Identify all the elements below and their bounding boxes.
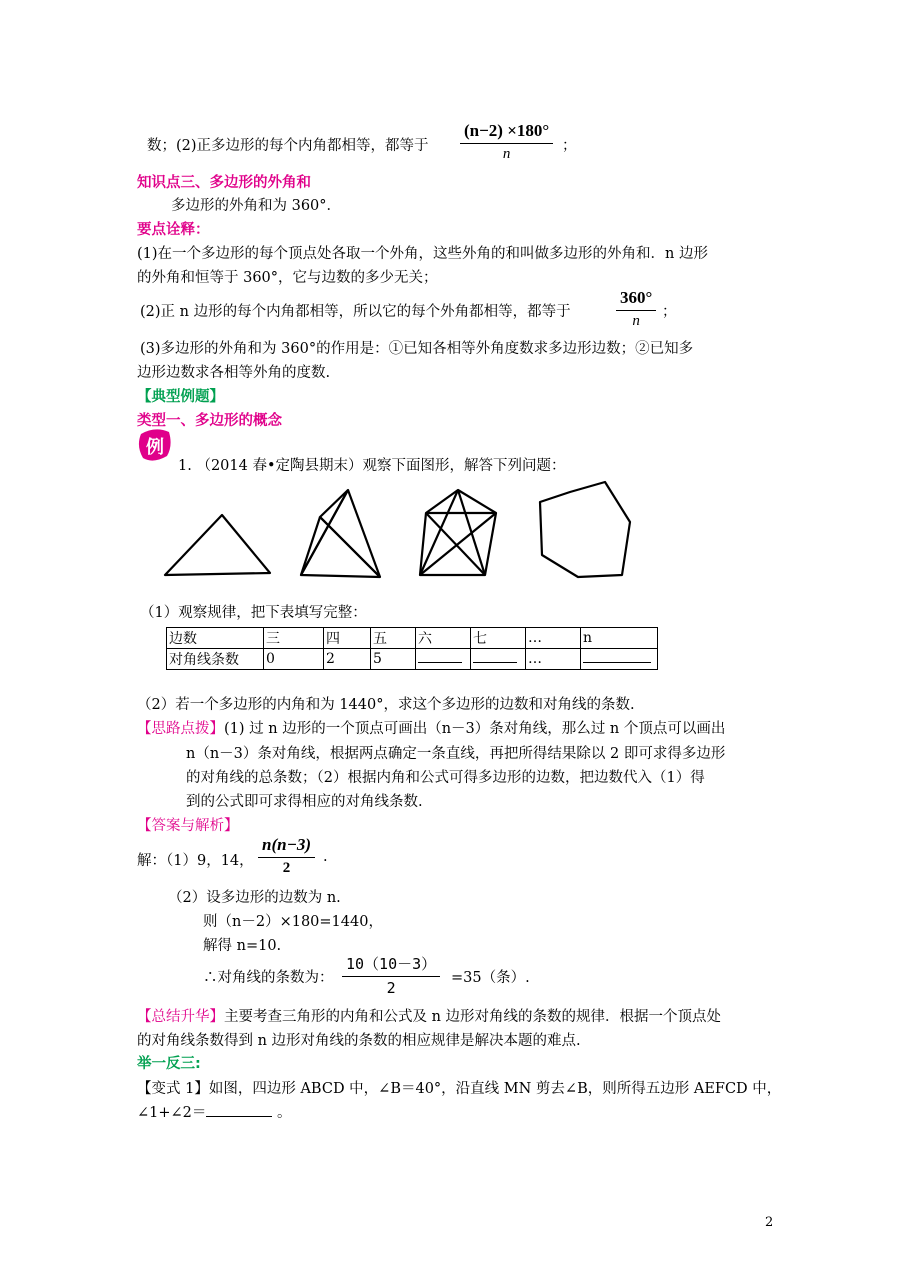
example-badge: [137, 428, 173, 460]
variant-text: 如图，四边形 ABCD 中，∠B＝40°，沿直线 MN 剪去∠B，则所得五边形 AEFCD 中，: [208, 1081, 782, 1097]
table-cell: 对角线条数: [167, 649, 264, 670]
formula-numerator: 10（10－3）: [346, 955, 437, 973]
table-cell-blank[interactable]: [581, 649, 658, 670]
point3-line2: 边形边数求各相等外角的度数.: [137, 365, 331, 381]
formula-denominator: n: [502, 146, 511, 162]
sub-question-2: （2）若一个多边形的内角和为 1440°，求这个多边形的边数和对角线的条数.: [137, 697, 635, 713]
examples-heading: 【典型例题】: [137, 389, 224, 405]
table-cell: 四: [324, 628, 371, 649]
table-cell: 边数: [167, 628, 264, 649]
table-cell: …: [526, 649, 581, 670]
summary-line1: [137, 1005, 721, 1026]
fill-blank[interactable]: [583, 662, 651, 663]
pentagon-shape: [420, 490, 496, 575]
question-1: 1. （2014 春•定陶县期末）观察下面图形，解答下列问题：: [178, 458, 566, 474]
answer-2-line2: 则（n－2）×180=1440，: [203, 914, 383, 930]
formula-diagonals: [258, 835, 315, 877]
answer-2-result: =35（条）.: [451, 970, 530, 986]
formula-decagon: [342, 953, 440, 997]
table-cell: n: [581, 628, 658, 649]
points-heading: 要点诠释：: [137, 222, 210, 238]
formula-interior-angle: [460, 121, 553, 163]
interior-angle-text: 数；(2)正多边形的每个内角都相等，都等于: [147, 138, 429, 154]
line-interior-angle: [147, 134, 429, 155]
semicolon: ；: [562, 138, 577, 154]
kp3-heading: 知识点三、多边形的外角和: [137, 175, 311, 191]
hint-line4: 到的公式即可求得相应的对角线条数.: [186, 794, 423, 810]
table-cell: 0: [264, 649, 324, 670]
table-row-sides: [167, 628, 658, 649]
page-number: 2: [765, 1215, 774, 1230]
variant-1-line1: [137, 1077, 781, 1098]
type1-heading: 类型一、多边形的概念: [137, 413, 282, 429]
point2-text: (2)正 n 边形的每个内角都相等，所以它的每个外角都相等，都等于: [140, 304, 571, 320]
table-cell: 六: [416, 628, 471, 649]
quadrilateral-shape: [301, 490, 380, 577]
semicolon: ；: [662, 304, 677, 320]
sub-question-1: （1）观察规律，把下表填写完整：: [140, 605, 367, 621]
period: .: [323, 849, 328, 865]
summary-text: 主要考查三角形的内角和公式及 n 边形对角线的条数的规律．根据一个顶点处: [224, 1009, 722, 1025]
table-cell: 三: [264, 628, 324, 649]
formula-denominator: 2: [386, 979, 396, 997]
answer-label: 【答案与解析】: [137, 818, 239, 834]
fraction-bar: [258, 857, 315, 858]
hint-line3: 的对角线的总条数；（2）根据内角和公式可得多边形的边数，把边数代入（1）得: [186, 770, 705, 786]
diagonal-table: [166, 627, 658, 670]
formula-numerator: n(n−3): [262, 835, 312, 854]
summary-label: 【总结升华】: [137, 1009, 224, 1025]
table-cell-blank[interactable]: [416, 649, 471, 670]
variant-1-line2: [137, 1101, 292, 1122]
formula-numerator: (n−2) ×180°: [464, 121, 550, 140]
angle-sum-text: ∠1+∠2＝: [137, 1105, 207, 1121]
formula-exterior-angle: [616, 288, 656, 330]
kp3-statement: 多边形的外角和为 360°．: [171, 198, 342, 214]
fill-blank[interactable]: [418, 662, 462, 663]
table-cell-blank[interactable]: [471, 649, 526, 670]
fill-blank[interactable]: [473, 662, 517, 663]
variant-label: 【变式 1】: [137, 1081, 209, 1097]
badge-label: 例: [146, 437, 164, 458]
period: 。: [272, 1105, 292, 1121]
table-cell: 5: [371, 649, 416, 670]
fraction-bar: [460, 143, 553, 144]
polygons-figure: [160, 480, 650, 580]
triangle-shape: [165, 515, 270, 575]
table-cell: 2: [324, 649, 371, 670]
point3-line1: (3)多边形的外角和为 360°的作用是：①已知各相等外角度数求多边形边数；②已知多: [140, 341, 694, 357]
hint-text: (1) 过 n 边形的一个顶点可画出（n－3）条对角线，那么过 n 个顶点可以画出: [224, 721, 726, 737]
answer-blank[interactable]: [206, 1116, 272, 1117]
answer-2-line1: （2）设多边形的边数为 n.: [168, 890, 341, 906]
summary-line2: 的对角线条数得到 n 边形对角线的条数的相应规律是解决本题的难点.: [137, 1033, 581, 1049]
table-cell: …: [526, 628, 581, 649]
table-cell: 七: [471, 628, 526, 649]
fraction-bar: [342, 976, 440, 977]
fraction-bar: [616, 310, 656, 311]
formula-denominator: n: [632, 313, 640, 329]
answer-1-prefix: 解：（1）9，14，: [137, 853, 254, 869]
formula-numerator: 360°: [620, 288, 653, 307]
hint-line1: [137, 717, 725, 738]
heptagon-shape: [540, 482, 630, 577]
hint-label: 【思路点拨】: [137, 721, 224, 737]
answer-2-line3: 解得 n=10.: [203, 938, 282, 954]
point1-line2: 的外角和恒等于 360°，它与边数的多少无关；: [137, 270, 438, 286]
practice-heading: 举一反三:: [137, 1056, 201, 1072]
table-cell: 五: [371, 628, 416, 649]
point1-line1: (1)在一个多边形的每个顶点处各取一个外角，这些外角的和叫做多边形的外角和．n 边形: [137, 246, 708, 262]
hint-line2: n（n－3）条对角线，根据两点确定一条直线，再把所得结果除以 2 即可求得多边形: [186, 746, 726, 762]
answer-2-prefix: ∴对角线的条数为：: [203, 970, 334, 986]
table-row-diagonals: [167, 649, 658, 670]
formula-denominator: 2: [282, 860, 291, 876]
